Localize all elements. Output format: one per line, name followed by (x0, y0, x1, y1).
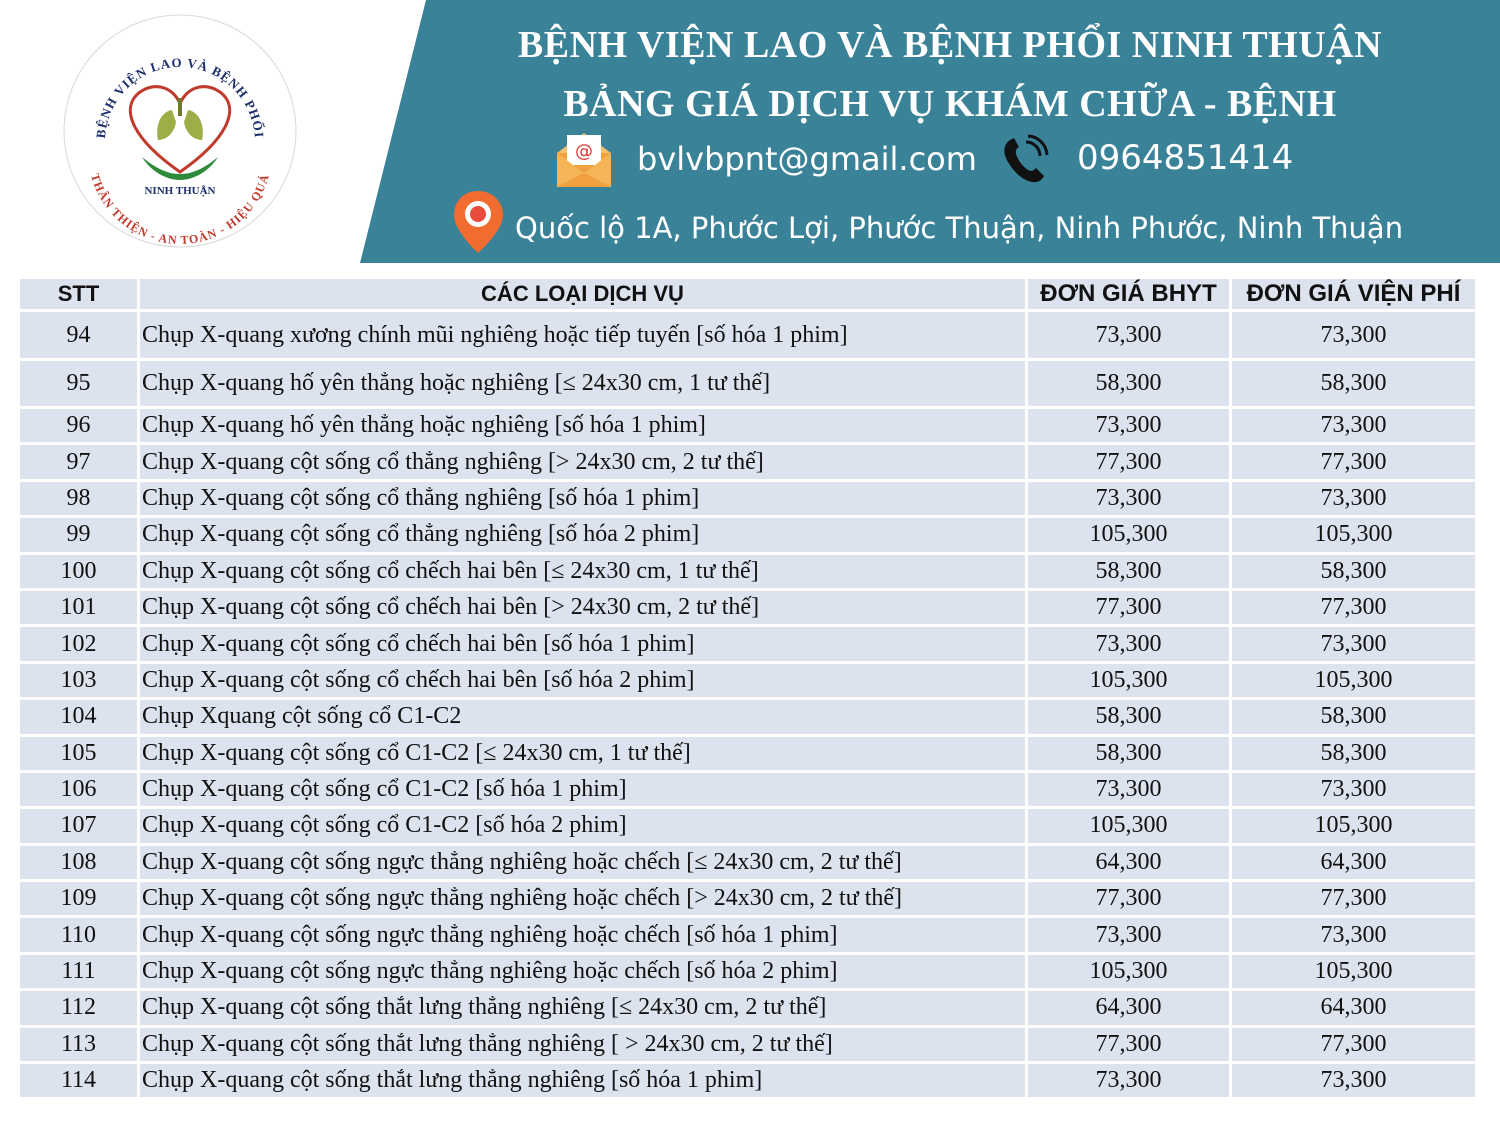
logo-text-center: NINH THUẬN (144, 185, 216, 197)
bhyt-price-cell: 73,300 (1027, 311, 1231, 360)
service-name-cell: Chụp X-quang cột sống thắt lưng thẳng nghiêng [số hóa 1 phim] (139, 1063, 1027, 1099)
bhyt-price-cell: 73,300 (1027, 1063, 1231, 1099)
bhyt-price-cell: 77,300 (1027, 881, 1231, 917)
table-row (19, 589, 1477, 625)
bhyt-price-cell: 73,300 (1027, 480, 1231, 516)
stt-cell: 114 (19, 1063, 139, 1099)
table-row (19, 881, 1477, 917)
stt-cell: 104 (19, 699, 139, 735)
location-pin-icon (451, 189, 506, 257)
service-name-cell: Chụp X-quang xương chính mũi nghiêng hoặc tiếp tuyến [số hóa 1 phim] (139, 311, 1027, 360)
price-table (17, 276, 1478, 1100)
service-name-cell: Chụp X-quang hố yên thẳng hoặc nghiêng [≤ 24x30 cm, 1 tư thế] (139, 360, 1027, 408)
bhyt-price-cell: 105,300 (1027, 662, 1231, 698)
table-row (19, 735, 1477, 771)
service-name-cell: Chụp X-quang cột sống cổ chếch hai bên [số hóa 1 phim] (139, 626, 1027, 662)
service-name-cell: Chụp X-quang cột sống cổ C1-C2 [số hóa 1 phim] (139, 771, 1027, 807)
vienphi-price-cell: 77,300 (1231, 1026, 1477, 1062)
vienphi-price-cell: 73,300 (1231, 917, 1477, 953)
service-name-cell: Chụp Xquang cột sống cổ C1-C2 (139, 699, 1027, 735)
stt-cell: 94 (19, 311, 139, 360)
stt-cell: 111 (19, 953, 139, 989)
service-name-cell: Chụp X-quang cột sống cổ thẳng nghiêng [> 24x30 cm, 2 tư thế] (139, 444, 1027, 480)
stt-cell: 107 (19, 808, 139, 844)
table-row (19, 662, 1477, 698)
table-row (19, 553, 1477, 589)
bhyt-price-cell: 73,300 (1027, 408, 1231, 444)
bhyt-price-cell: 58,300 (1027, 735, 1231, 771)
table-row (19, 626, 1477, 662)
header-banner (0, 0, 1500, 263)
vienphi-price-cell: 77,300 (1231, 589, 1477, 625)
table-row (19, 480, 1477, 516)
stt-cell: 106 (19, 771, 139, 807)
bhyt-price-cell: 73,300 (1027, 917, 1231, 953)
stt-cell: 95 (19, 360, 139, 408)
service-name-cell: Chụp X-quang cột sống cổ C1-C2 [≤ 24x30 cm, 1 tư thế] (139, 735, 1027, 771)
table-row (19, 360, 1477, 408)
table-row (19, 1026, 1477, 1062)
stt-cell: 113 (19, 1026, 139, 1062)
hospital-name: BỆNH VIỆN LAO VÀ BỆNH PHỔI NINH THUẬN (517, 24, 1383, 66)
header-service: CÁC LOẠI DỊCH VỤ (139, 278, 1027, 311)
bhyt-price-cell: 105,300 (1027, 517, 1231, 553)
service-name-cell: Chụp X-quang cột sống ngực thẳng nghiêng hoặc chếch [số hóa 2 phim] (139, 953, 1027, 989)
service-name-cell: Chụp X-quang cột sống ngực thẳng nghiêng hoặc chếch [số hóa 1 phim] (139, 917, 1027, 953)
table-row (19, 408, 1477, 444)
service-name-cell: Chụp X-quang cột sống thắt lưng thẳng nghiêng [≤ 24x30 cm, 2 tư thế] (139, 990, 1027, 1026)
vienphi-price-cell: 64,300 (1231, 844, 1477, 880)
stt-cell: 100 (19, 553, 139, 589)
table-row (19, 311, 1477, 360)
stt-cell: 112 (19, 990, 139, 1026)
service-name-cell: Chụp X-quang cột sống cổ chếch hai bên [≤ 24x30 cm, 1 tư thế] (139, 553, 1027, 589)
vienphi-price-cell: 64,300 (1231, 990, 1477, 1026)
email-link[interactable]: bvlvbpnt@gmail.com (637, 140, 977, 178)
logo-text-top: BỆNH VIỆN LAO VÀ BỆNH PHỔI (92, 54, 267, 139)
table-row (19, 990, 1477, 1026)
header-bhyt-price: ĐƠN GIÁ BHYT (1027, 278, 1231, 311)
svg-text:@: @ (575, 141, 593, 162)
service-name-cell: Chụp X-quang cột sống thắt lưng thẳng nghiêng [ > 24x30 cm, 2 tư thế] (139, 1026, 1027, 1062)
stt-cell: 109 (19, 881, 139, 917)
table-row (19, 699, 1477, 735)
stt-cell: 108 (19, 844, 139, 880)
table-body (19, 311, 1477, 1099)
phone-number[interactable]: 0964851414 (1077, 138, 1294, 178)
table-row (19, 1063, 1477, 1099)
stt-cell: 98 (19, 480, 139, 516)
service-name-cell: Chụp X-quang cột sống cổ thẳng nghiêng [số hóa 1 phim] (139, 480, 1027, 516)
service-name-cell: Chụp X-quang cột sống cổ thẳng nghiêng [số hóa 2 phim] (139, 517, 1027, 553)
bhyt-price-cell: 77,300 (1027, 444, 1231, 480)
vienphi-price-cell: 58,300 (1231, 553, 1477, 589)
logo-text-bottom: THÂN THIỆN - AN TOÀN - HIỆU QUẢ (87, 171, 273, 248)
service-name-cell: Chụp X-quang cột sống cổ chếch hai bên [> 24x30 cm, 2 tư thế] (139, 589, 1027, 625)
table-row (19, 917, 1477, 953)
stt-cell: 105 (19, 735, 139, 771)
vienphi-price-cell: 73,300 (1231, 408, 1477, 444)
vienphi-price-cell: 105,300 (1231, 808, 1477, 844)
vienphi-price-cell: 73,300 (1231, 311, 1477, 360)
vienphi-price-cell: 105,300 (1231, 517, 1477, 553)
stt-cell: 101 (19, 589, 139, 625)
bhyt-price-cell: 77,300 (1027, 589, 1231, 625)
bhyt-price-cell: 64,300 (1027, 844, 1231, 880)
bhyt-price-cell: 58,300 (1027, 360, 1231, 408)
bhyt-price-cell: 58,300 (1027, 553, 1231, 589)
vienphi-price-cell: 77,300 (1231, 444, 1477, 480)
bhyt-price-cell: 105,300 (1027, 808, 1231, 844)
vienphi-price-cell: 73,300 (1231, 480, 1477, 516)
stt-cell: 102 (19, 626, 139, 662)
vienphi-price-cell: 105,300 (1231, 662, 1477, 698)
service-name-cell: Chụp X-quang cột sống ngực thẳng nghiêng hoặc chếch [> 24x30 cm, 2 tư thế] (139, 881, 1027, 917)
stt-cell: 96 (19, 408, 139, 444)
stt-cell: 103 (19, 662, 139, 698)
service-name-cell: Chụp X-quang cột sống ngực thẳng nghiêng hoặc chếch [≤ 24x30 cm, 2 tư thế] (139, 844, 1027, 880)
table-row (19, 808, 1477, 844)
vienphi-price-cell: 105,300 (1231, 953, 1477, 989)
bhyt-price-cell: 64,300 (1027, 990, 1231, 1026)
bhyt-price-cell: 73,300 (1027, 771, 1231, 807)
phone-icon (1000, 134, 1050, 186)
vienphi-price-cell: 77,300 (1231, 881, 1477, 917)
table-row (19, 844, 1477, 880)
vienphi-price-cell: 73,300 (1231, 626, 1477, 662)
vienphi-price-cell: 58,300 (1231, 699, 1477, 735)
stt-cell: 97 (19, 444, 139, 480)
bhyt-price-cell: 105,300 (1027, 953, 1231, 989)
vienphi-price-cell: 73,300 (1231, 1063, 1477, 1099)
bhyt-price-cell: 58,300 (1027, 699, 1231, 735)
hospital-logo (60, 12, 300, 250)
bhyt-price-cell: 73,300 (1027, 626, 1231, 662)
document-title: BẢNG GIÁ DỊCH VỤ KHÁM CHỮA - BỆNH (563, 83, 1337, 125)
table-row (19, 953, 1477, 989)
vienphi-price-cell: 58,300 (1231, 360, 1477, 408)
vienphi-price-cell: 58,300 (1231, 735, 1477, 771)
address: Quốc lộ 1A, Phước Lợi, Phước Thuận, Ninh Phước, Ninh Thuận (515, 211, 1404, 245)
header-vienphi-price: ĐƠN GIÁ VIỆN PHÍ (1231, 278, 1477, 311)
bhyt-price-cell: 77,300 (1027, 1026, 1231, 1062)
table-row (19, 517, 1477, 553)
price-table-container (17, 276, 1475, 1100)
table-row (19, 444, 1477, 480)
stt-cell: 110 (19, 917, 139, 953)
email-icon (553, 129, 615, 189)
table-header-row (19, 278, 1477, 311)
stt-cell: 99 (19, 517, 139, 553)
service-name-cell: Chụp X-quang cột sống cổ C1-C2 [số hóa 2 phim] (139, 808, 1027, 844)
table-row (19, 771, 1477, 807)
service-name-cell: Chụp X-quang hố yên thẳng hoặc nghiêng [số hóa 1 phim] (139, 408, 1027, 444)
service-name-cell: Chụp X-quang cột sống cổ chếch hai bên [số hóa 2 phim] (139, 662, 1027, 698)
header-stt: STT (19, 278, 139, 311)
vienphi-price-cell: 73,300 (1231, 771, 1477, 807)
